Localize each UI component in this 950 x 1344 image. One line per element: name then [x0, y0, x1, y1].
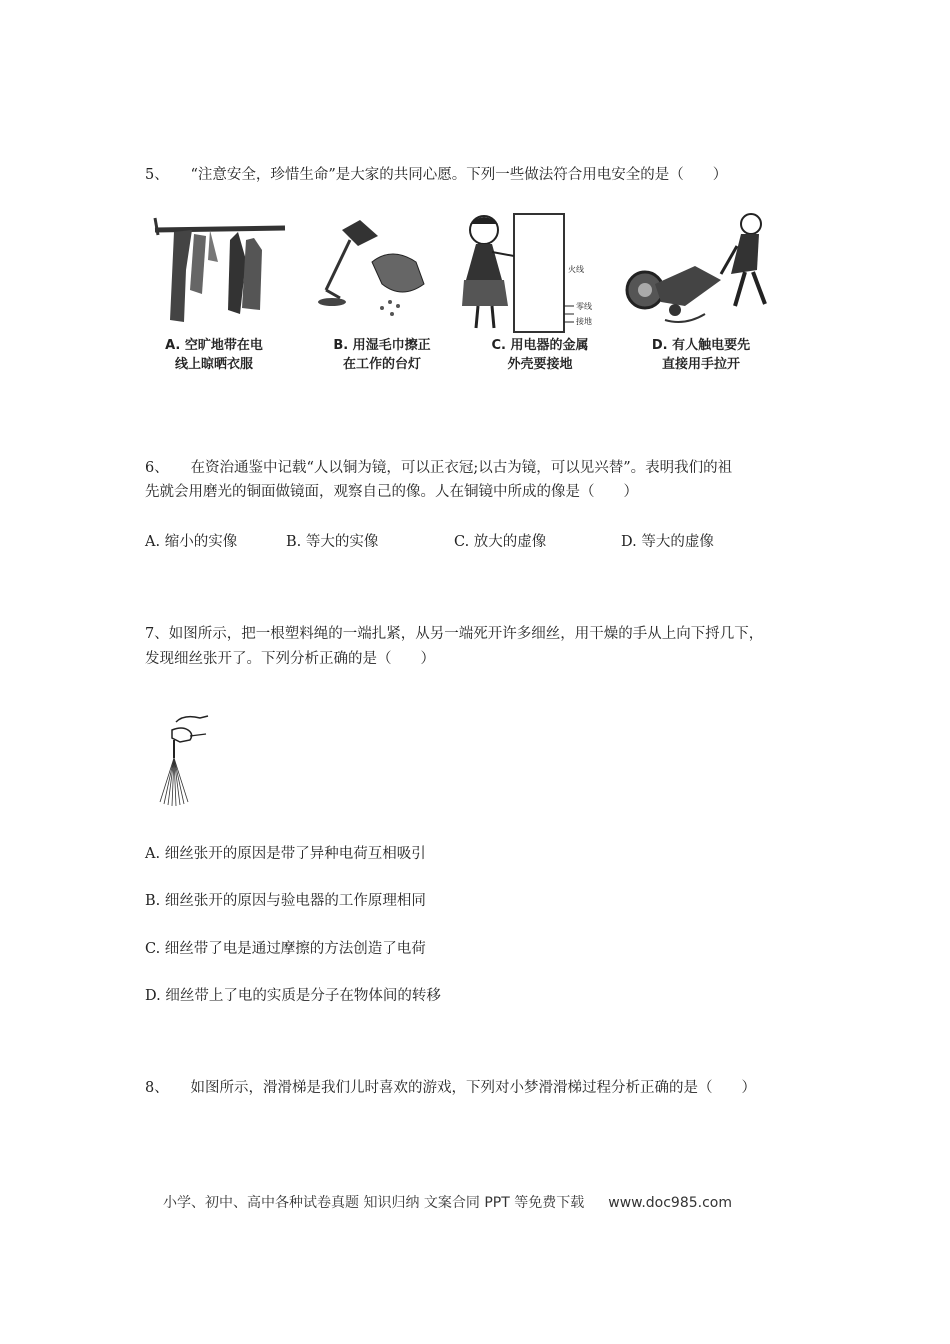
question-6-option-a: A. 缩小的实像: [145, 534, 238, 550]
question-7-option-b: B. 细丝张开的原因与验电器的工作原理相同: [145, 893, 426, 909]
question-7-line1: 7、如图所示，把一根塑料绳的一端扎紧，从另一端死开许多细丝，用干燥的手从上向下捋几下，: [145, 626, 764, 642]
figure-5a-caption-line2: 线上晾晒衣服: [174, 357, 253, 372]
figure-5a-caption-line1: A. 空旷地带在电: [165, 338, 263, 353]
desk-lamp-illustration: [312, 210, 452, 335]
label-live-wire: 火线: [568, 265, 584, 274]
electric-shock-rescue-illustration: [625, 210, 775, 335]
question-6-line1: 6、 在资治通鉴中记载“人以铜为镜，可以正衣冠;以古为镜，可以见兴替”。表明我们的祖: [145, 460, 733, 476]
grounded-appliance-illustration: [462, 210, 612, 335]
question-6-line2: 先就会用磨光的铜面做镜面，观察自己的像。人在铜镜中所成的像是（ ）: [145, 484, 638, 500]
figure-5c-caption-line1: C. 用电器的金属: [491, 338, 589, 353]
clothes-on-wire-illustration: [150, 210, 290, 335]
question-7-option-a: A. 细丝张开的原因是带了异种电荷互相吸引: [145, 846, 426, 862]
question-6-option-c: C. 放大的虚像: [454, 534, 547, 550]
footer-url[interactable]: www.doc985.com: [608, 1195, 732, 1211]
question-7-option-d: D. 细丝带上了电的实质是分子在物体间的转移: [145, 988, 441, 1004]
figure-5c: [462, 210, 602, 380]
question-7-line2: 发现细丝张开了。下列分析正确的是（ ）: [145, 651, 435, 667]
question-8-text: 8、 如图所示，滑滑梯是我们儿时喜欢的游戏，下列对小梦滑滑梯过程分析正确的是（ ）: [145, 1080, 756, 1096]
plastic-strands-hand-figure: [150, 712, 214, 808]
footer-text: 小学、初中、高中各种试卷真题 知识归纳 文案合同 PPT 等免费下载: [163, 1195, 585, 1211]
question-6-option-d: D. 等大的虚像: [621, 534, 714, 550]
figure-5b-caption-line1: B. 用湿毛巾擦正: [333, 338, 431, 353]
question-7-option-c: C. 细丝带了电是通过摩擦的方法创造了电荷: [145, 941, 426, 957]
question-6-option-b: B. 等大的实像: [286, 534, 379, 550]
figure-5b-caption-line2: 在工作的台灯: [342, 357, 421, 372]
figure-5d-caption-line2: 直接用手拉开: [661, 357, 740, 372]
figure-5a: [150, 210, 290, 380]
page-footer: [163, 1192, 732, 1212]
question-5-text: 5、 “注意安全，珍惜生命”是大家的共同心愿。下列一些做法符合用电安全的是（ ）: [145, 167, 728, 183]
figure-5d: [625, 210, 765, 380]
figure-5d-caption-line1: D. 有人触电要先: [651, 338, 751, 353]
label-ground-wire: 接地: [576, 317, 592, 326]
figure-5c-caption-line2: 外壳要接地: [507, 357, 573, 372]
label-neutral-wire: 零线: [576, 302, 592, 311]
figure-5b: [312, 210, 452, 380]
